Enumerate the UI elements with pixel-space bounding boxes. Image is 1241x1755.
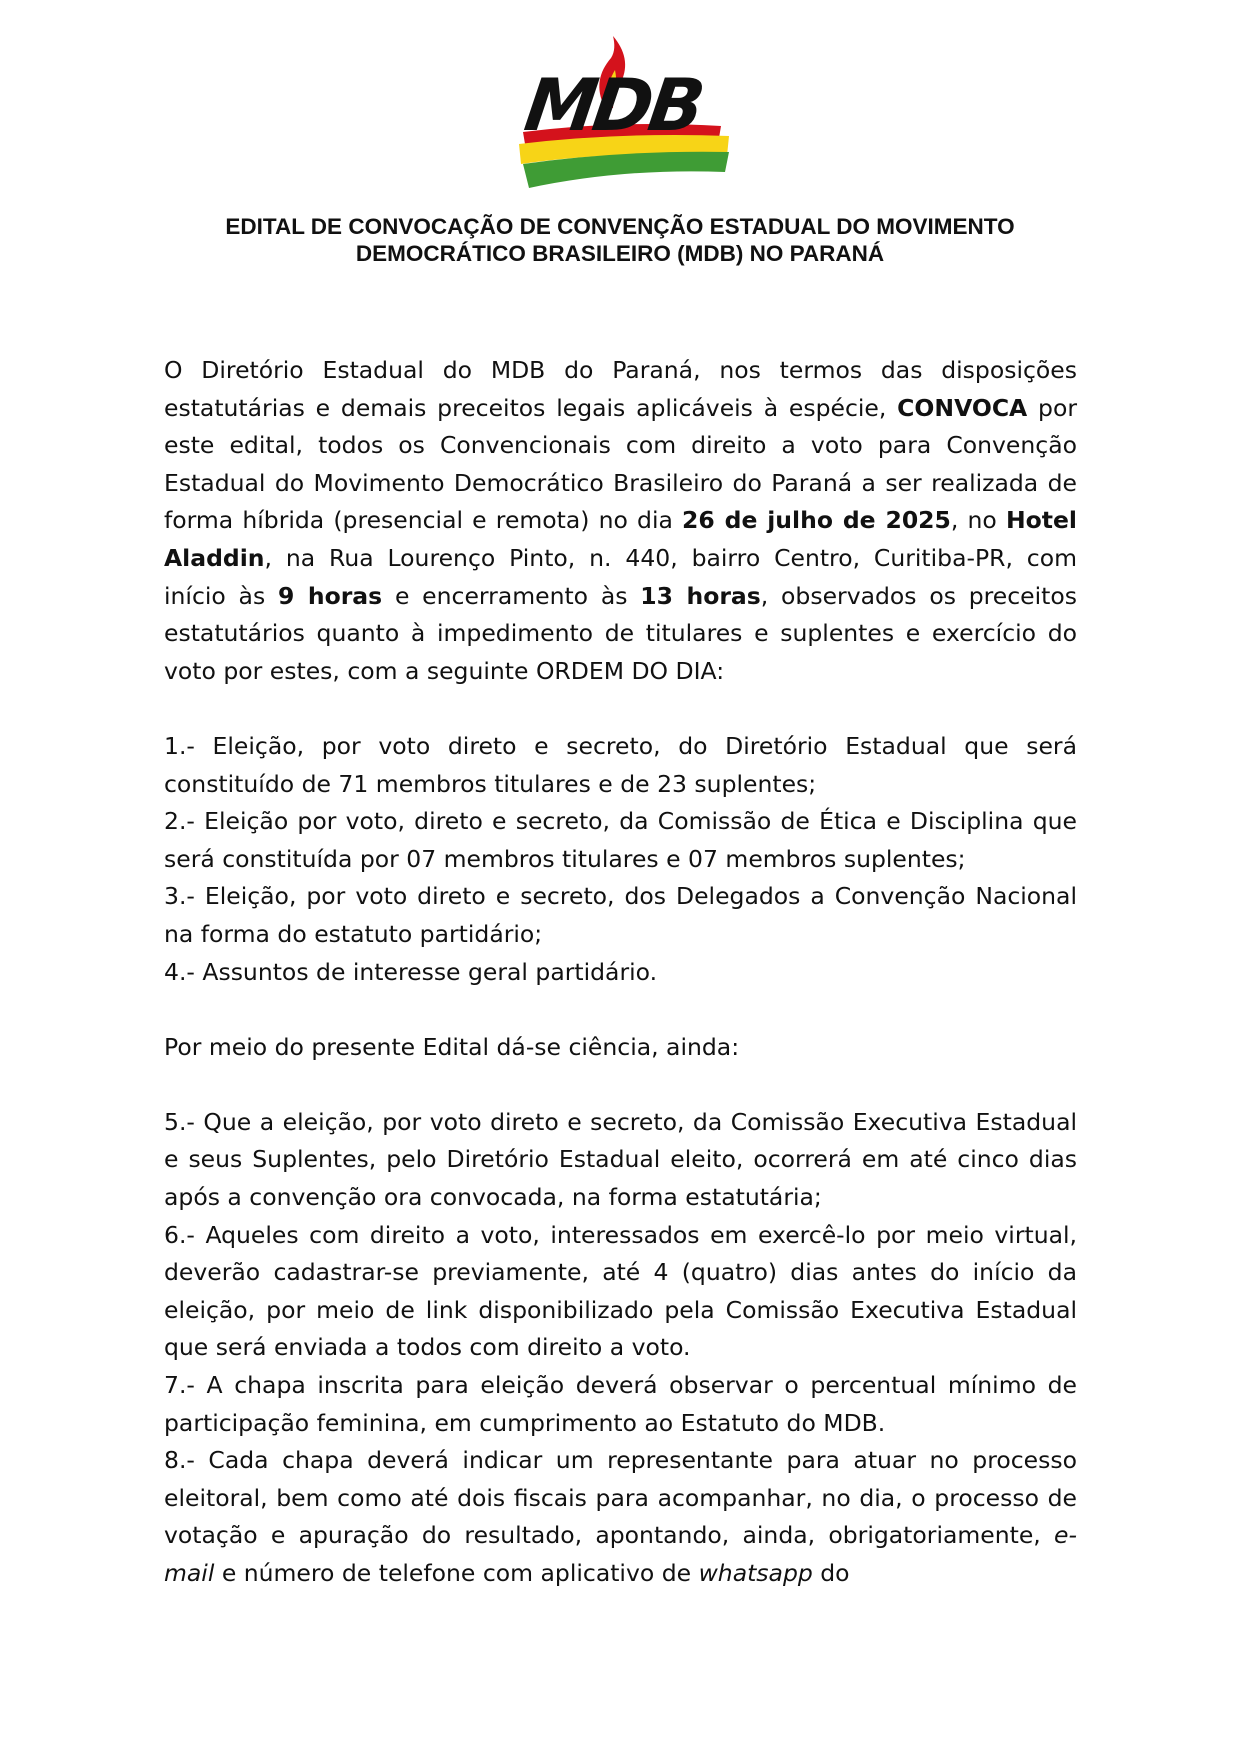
title-line-1: EDITAL DE CONVOCAÇÃO DE CONVENÇÃO ESTADUAL DO MOVIMENTO [225,214,1015,239]
mdb-logo [519,34,733,190]
agenda-item-3: 3.- Eleição, por voto direto e secreto, dos Delegados a Convenção Nacional na forma do estatuto partidário; [164,882,1077,948]
document-body [164,352,1077,1593]
document-title [120,213,1120,267]
intro-paragraph: O Diretório Estadual do MDB do Paraná, nos termos das disposições estatutárias e demais preceitos legais aplicáveis à espécie, CONVOCA por este edital, todos os Convencionais com direito a voto para Convenção Estadual do Movimento Democrático Brasileiro do Paraná a ser realizada de forma híbrida (presencial e remota) no dia 26 de julho de 2025, no Hotel Aladdin, na Rua Lourenço Pinto, n. 440, bairro Centro, Curitiba-PR, com início às 9 horas e encerramento às 13 horas, observados os preceitos estatutários quanto à impedimento de titulares e suplentes e exercício do voto por estes, com a seguinte ORDEM DO DIA: [164,356,1078,685]
agenda-item-4: 4.- Assuntos de interesse geral partidário. [164,957,658,986]
notice-item-5: 5.- Que a eleição, por voto direto e secreto, da Comissão Executiva Estadual e seus Suplentes, pelo Diretório Estadual eleito, ocorrerá em até cinco dias após a convenção ora convocada, na forma estatutária; [164,1107,1077,1212]
notice-item-6: 6.- Aqueles com direito a voto, interessados em exercê-lo por meio virtual, deverão cadastrar-se previamente, até 4 (quatro) dias antes do início da eleição, por meio de link disponibilizado pela Comissão Executiva Estadual que será enviada a todos com direito a voto. [164,1220,1077,1362]
notice-line: Por meio do presente Edital dá-se ciência, ainda: [164,1032,740,1061]
notice-item-8: 8.- Cada chapa deverá indicar um representante para atuar no processo eleitoral, bem como até dois fiscais para acompanhar, no dia, o processo de votação e apuração do resultado, apontando, ainda, obrigatoriamente, e-mail e número de telefone com aplicativo de whatsapp do [164,1446,1077,1587]
title-line-2: DEMOCRÁTICO BRASILEIRO (MDB) NO PARANÁ [355,241,885,266]
agenda-item-1: 1.- Eleição, por voto direto e secreto, do Diretório Estadual que será constituído de 71 membros titulares e de 23 suplentes; [164,731,1077,798]
agenda-item-2: 2.- Eleição por voto, direto e secreto, da Comissão de Ética e Disciplina que será constituída por 07 membros titulares e 07 membros suplentes; [164,807,1077,873]
logo-text: MDB [519,64,706,148]
notice-item-7: 7.- A chapa inscrita para eleição deverá observar o percentual mínimo de participação feminina, em cumprimento ao Estatuto do MDB. [164,1371,1077,1437]
